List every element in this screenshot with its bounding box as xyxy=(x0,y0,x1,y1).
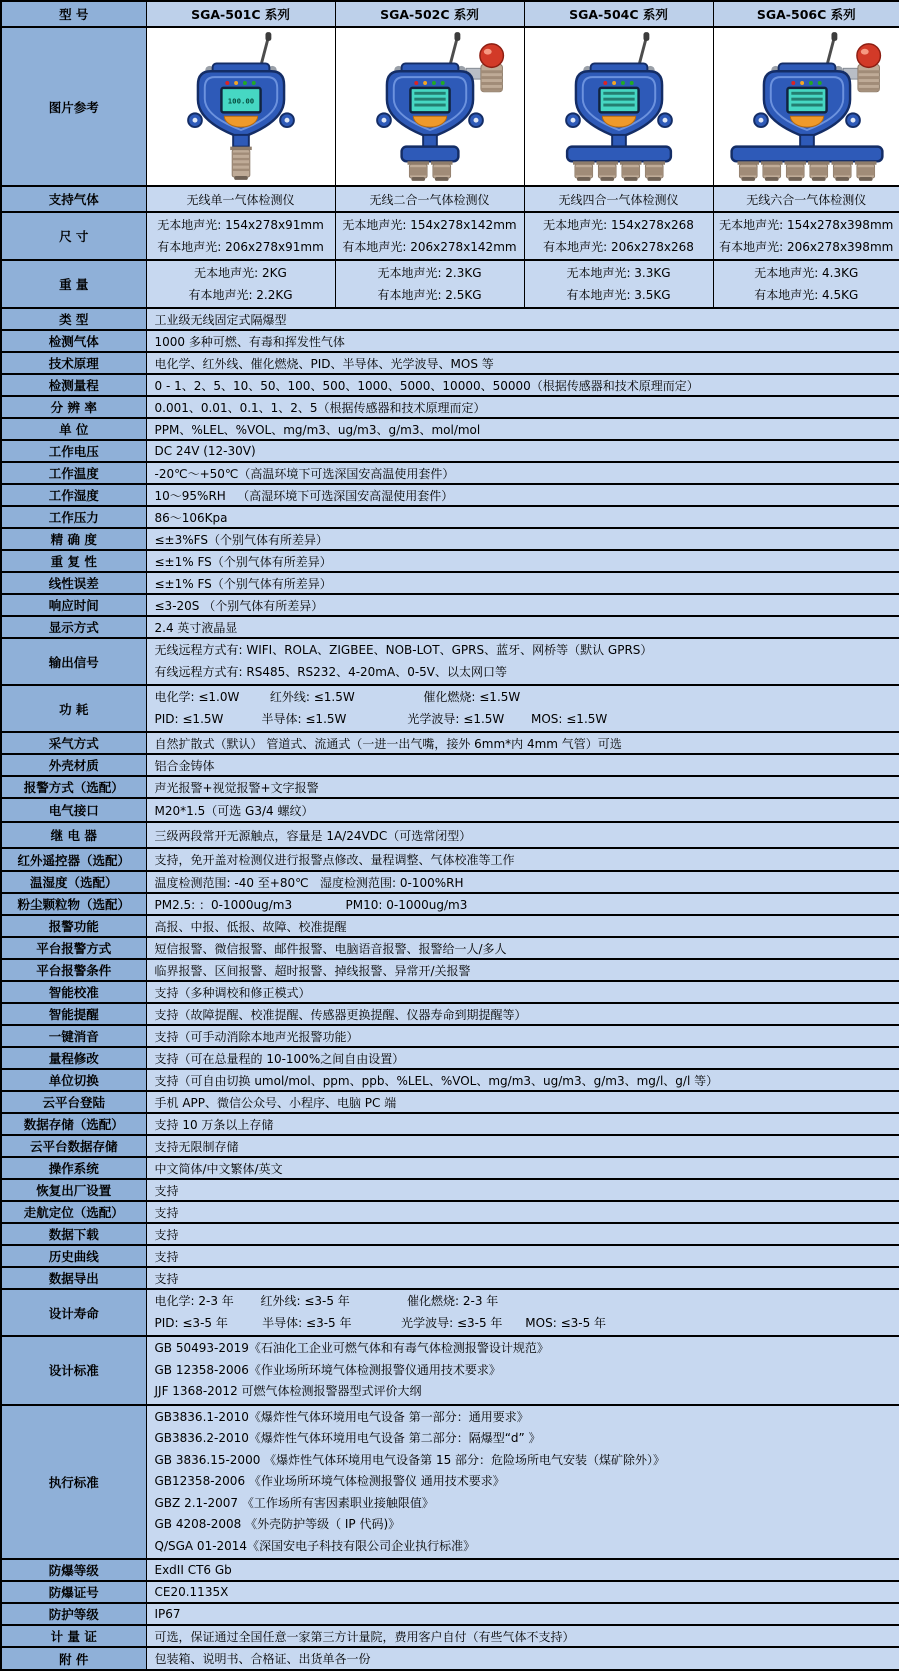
spec-value-cell: 中文简体/中文繁体/英文 xyxy=(146,1157,899,1179)
text-line: GB 12358-2006《作业场所环境气体检测报警仪通用技术要求》 xyxy=(155,1360,892,1382)
table-row xyxy=(1,1581,899,1603)
spec-row-label: 执行标准 xyxy=(1,1405,146,1560)
spec-row-label: 功 耗 xyxy=(1,685,146,732)
text-line: 有本地声光: 206x278x142mm xyxy=(340,236,520,258)
table-row xyxy=(1,594,899,616)
spec-value-cell: 临界报警、区间报警、超时报警、掉线报警、异常开/关报警 xyxy=(146,959,899,981)
spec-value-cell xyxy=(146,638,899,685)
size-row-label: 尺 寸 xyxy=(1,212,146,260)
table-row xyxy=(1,212,899,260)
table-row xyxy=(1,937,899,959)
table-row xyxy=(1,1113,899,1135)
gas-row-label: 支持气体 xyxy=(1,186,146,212)
spec-row-label: 数据下载 xyxy=(1,1223,146,1245)
gas-type-cell: 无线六合一气体检测仪 xyxy=(713,186,899,212)
spec-row-label: 智能提醒 xyxy=(1,1003,146,1025)
spec-value-cell: 1000 多种可燃、有毒和挥发性气体 xyxy=(146,330,899,352)
table-row xyxy=(1,1069,899,1091)
gas-type-cell: 无线二合一气体检测仪 xyxy=(335,186,524,212)
table-row xyxy=(1,638,899,685)
spec-value-cell: 电化学、红外线、催化燃烧、PID、半导体、光学波导、MOS 等 xyxy=(146,352,899,374)
spec-value-cell: 0 - 1、2、5、10、50、100、500、1000、5000、10000、50000（根据传感器和技术原理而定） xyxy=(146,374,899,396)
spec-value-cell: 支持 xyxy=(146,1223,899,1245)
text-line: PID: ≤1.5W 半导体: ≤1.5W 光学波导: ≤1.5W MOS: ≤1.5W xyxy=(155,709,892,731)
model-row-label: 型 号 xyxy=(1,1,146,27)
spec-row-label: 设计寿命 xyxy=(1,1289,146,1336)
table-row xyxy=(1,871,899,893)
weight-cell xyxy=(335,260,524,308)
spec-value-cell: 支持无限制存储 xyxy=(146,1135,899,1157)
text-line: GB 3836.15-2000 《爆炸性气体环境用电气设备第 15 部分：危险场所电气安装（煤矿除外）》 xyxy=(155,1450,892,1472)
table-row xyxy=(1,186,899,212)
table-row xyxy=(1,308,899,330)
svg-text:100.00: 100.00 xyxy=(227,97,253,106)
text-line: GBZ 2.1-2007 《工作场所有害因素职业接触限值》 xyxy=(155,1493,892,1515)
text-line: 无本地声光: 2.3KG xyxy=(340,262,520,284)
model-header: SGA-506C 系列 xyxy=(713,1,899,27)
spec-row-label: 工作压力 xyxy=(1,506,146,528)
spec-value-cell: 可选，保证通过全国任意一家第三方计量院，费用客户自付（有些气体不支持） xyxy=(146,1625,899,1647)
table-row xyxy=(1,1647,899,1670)
device-image-cell xyxy=(524,27,713,186)
text-line: 有本地声光: 3.5KG xyxy=(529,284,709,306)
table-row xyxy=(1,959,899,981)
spec-row-label: 重 复 性 xyxy=(1,550,146,572)
table-row xyxy=(1,1201,899,1223)
spec-value-cell: 工业级无线固定式隔爆型 xyxy=(146,308,899,330)
text-line: 无本地声光: 2KG xyxy=(151,262,331,284)
text-line: 电化学: 2-3 年 红外线: ≤3-5 年 催化燃烧: 2-3 年 xyxy=(155,1291,892,1313)
spec-row-label: 平台报警条件 xyxy=(1,959,146,981)
spec-row-label: 电气接口 xyxy=(1,798,146,822)
text-line: GB3836.1-2010《爆炸性气体环境用电气设备 第一部分：通用要求》 xyxy=(155,1407,892,1429)
table-row xyxy=(1,462,899,484)
spec-row-label: 报警功能 xyxy=(1,915,146,937)
spec-row-label: 精 确 度 xyxy=(1,528,146,550)
text-line: GB 4208-2008 《外壳防护等级（ IP 代码)》 xyxy=(155,1514,892,1536)
text-line: GB12358-2006 《作业场所环境气体检测报警仪 通用技术要求》 xyxy=(155,1471,892,1493)
weight-row-label: 重 量 xyxy=(1,260,146,308)
table-row xyxy=(1,1405,899,1560)
table-row xyxy=(1,776,899,798)
spec-row-label: 单位切换 xyxy=(1,1069,146,1091)
table-row xyxy=(1,352,899,374)
spec-row-label: 技术原理 xyxy=(1,352,146,374)
table-row xyxy=(1,754,899,776)
spec-row-label: 工作温度 xyxy=(1,462,146,484)
device-image-cell xyxy=(146,27,335,186)
spec-value-cell: 支持（多种调校和修正模式） xyxy=(146,981,899,1003)
spec-row-label: 报警方式（选配） xyxy=(1,776,146,798)
spec-row-label: 历史曲线 xyxy=(1,1245,146,1267)
table-row xyxy=(1,1,899,27)
spec-value-cell: 支持（故障提醒、校准提醒、传感器更换提醒、仪器寿命到期提醒等） xyxy=(146,1003,899,1025)
spec-value-cell xyxy=(146,1289,899,1336)
spec-row-label: 数据导出 xyxy=(1,1267,146,1289)
spec-value-cell: 支持（可在总量程的 10-100%之间自由设置） xyxy=(146,1047,899,1069)
spec-value-cell: IP67 xyxy=(146,1603,899,1625)
table-row xyxy=(1,374,899,396)
table-row xyxy=(1,484,899,506)
spec-value-cell: PPM、%LEL、%VOL、mg/m3、ug/m3、g/m3、mol/mol xyxy=(146,418,899,440)
table-row xyxy=(1,1179,899,1201)
spec-row-label: 线性误差 xyxy=(1,572,146,594)
spec-value-cell: ≤±1% FS（个别气体有所差异） xyxy=(146,550,899,572)
spec-row-label: 单 位 xyxy=(1,418,146,440)
spec-row-label: 防爆证号 xyxy=(1,1581,146,1603)
table-row xyxy=(1,260,899,308)
spec-value-cell: 支持（可自由切换 umol/mol、ppm、ppb、%LEL、%VOL、mg/m3、ug/m3、g/m3、mg/l、g/l 等） xyxy=(146,1069,899,1091)
spec-row-label: 智能校准 xyxy=(1,981,146,1003)
spec-row-label: 防护等级 xyxy=(1,1603,146,1625)
table-row xyxy=(1,330,899,352)
weight-cell xyxy=(524,260,713,308)
text-line: 有本地声光: 4.5KG xyxy=(718,284,896,306)
table-row xyxy=(1,1336,899,1405)
weight-cell xyxy=(146,260,335,308)
table-row xyxy=(1,1625,899,1647)
spec-row-label: 粉尘颗粒物（选配） xyxy=(1,893,146,915)
table-row xyxy=(1,1267,899,1289)
spec-value-cell: ≤3-20S （个别气体有所差异） xyxy=(146,594,899,616)
spec-value-cell: 手机 APP、微信公众号、小程序、电脑 PC 端 xyxy=(146,1091,899,1113)
table-row xyxy=(1,1047,899,1069)
spec-row-label: 检测量程 xyxy=(1,374,146,396)
dimension-cell xyxy=(713,212,899,260)
table-row xyxy=(1,1091,899,1113)
spec-value-cell: 包装箱、说明书、合格证、出货单各一份 xyxy=(146,1647,899,1670)
spec-value-cell: 铝合金铸体 xyxy=(146,754,899,776)
spec-row-label: 防爆等级 xyxy=(1,1559,146,1581)
spec-row-label: 响应时间 xyxy=(1,594,146,616)
spec-value-cell: M20*1.5（可选 G3/4 螺纹） xyxy=(146,798,899,822)
dimension-cell xyxy=(146,212,335,260)
spec-value-cell xyxy=(146,1336,899,1405)
spec-row-label: 操作系统 xyxy=(1,1157,146,1179)
sga-504c-device-image xyxy=(526,29,712,184)
text-line: 电化学: ≤1.0W 红外线: ≤1.5W 催化燃烧: ≤1.5W xyxy=(155,687,892,709)
text-line: Q/SGA 01-2014《深国安电子科技有限公司企业执行标准》 xyxy=(155,1536,892,1558)
table-row xyxy=(1,616,899,638)
table-row xyxy=(1,550,899,572)
sga-501c-device-image xyxy=(148,29,334,184)
spec-value-cell: DC 24V (12-30V) xyxy=(146,440,899,462)
spec-value-cell: PM2.5: ：0-1000ug/m3 PM10: 0-1000ug/m3 xyxy=(146,893,899,915)
table-row xyxy=(1,418,899,440)
model-header: SGA-501C 系列 xyxy=(146,1,335,27)
spec-value-cell: 支持，免开盖对检测仪进行报警点修改、量程调整、气体校准等工作 xyxy=(146,848,899,871)
text-line: PID: ≤3-5 年 半导体: ≤3-5 年 光学波导: ≤3-5 年 MOS: ≤3-5 年 xyxy=(155,1313,892,1335)
spec-value-cell: 0.001、0.01、0.1、1、2、5（根据传感器和技术原理而定） xyxy=(146,396,899,418)
spec-row-label: 类 型 xyxy=(1,308,146,330)
spec-value-cell: ≤±3%FS（个别气体有所差异） xyxy=(146,528,899,550)
table-row xyxy=(1,1289,899,1336)
spec-value-cell: 支持（可手动消除本地声光报警功能） xyxy=(146,1025,899,1047)
spec-row-label: 温湿度（选配） xyxy=(1,871,146,893)
spec-row-label: 一键消音 xyxy=(1,1025,146,1047)
spec-value-cell: 自然扩散式（默认） 管道式、流通式（一进一出气嘴，接外 6mm*内 4mm 气管）可选 xyxy=(146,732,899,754)
table-row xyxy=(1,27,899,186)
spec-value-cell: 温度检测范围: -40 至+80℃ 湿度检测范围: 0-100%RH xyxy=(146,871,899,893)
table-row xyxy=(1,1603,899,1625)
sga-506c-device-image xyxy=(714,29,899,184)
spec-row-label: 附 件 xyxy=(1,1647,146,1670)
text-line: 有本地声光: 206x278x268 xyxy=(529,236,709,258)
table-row xyxy=(1,1003,899,1025)
dimension-cell xyxy=(524,212,713,260)
device-image-cell xyxy=(335,27,524,186)
spec-row-label: 输出信号 xyxy=(1,638,146,685)
sga-502c-device-image xyxy=(337,29,523,184)
spec-value-cell: -20℃～+50℃（高温环境下可选深国安高温使用套件） xyxy=(146,462,899,484)
dimension-cell xyxy=(335,212,524,260)
text-line: GB 50493-2019《石油化工企业可燃气体和有毒气体检测报警设计规范》 xyxy=(155,1338,892,1360)
table-row xyxy=(1,1559,899,1581)
spec-row-label: 云平台数据存储 xyxy=(1,1135,146,1157)
spec-value-cell: 支持 xyxy=(146,1245,899,1267)
spec-value-cell: 声光报警+视觉报警+文字报警 xyxy=(146,776,899,798)
spec-row-label: 走航定位（选配） xyxy=(1,1201,146,1223)
text-line: 无本地声光: 154x278x142mm xyxy=(340,214,520,236)
spec-row-label: 计 量 证 xyxy=(1,1625,146,1647)
spec-row-label: 量程修改 xyxy=(1,1047,146,1069)
spec-value-cell: 10～95%RH （高湿环境下可选深国安高湿使用套件） xyxy=(146,484,899,506)
gas-type-cell: 无线单一气体检测仪 xyxy=(146,186,335,212)
spec-value-cell: 86～106Kpa xyxy=(146,506,899,528)
table-row xyxy=(1,1223,899,1245)
spec-value-cell: 支持 xyxy=(146,1179,899,1201)
spec-row-label: 继 电 器 xyxy=(1,822,146,848)
spec-row-label: 显示方式 xyxy=(1,616,146,638)
table-row xyxy=(1,506,899,528)
text-line: 有线远程方式有: RS485、RS232、4-20mA、0-5V、以太网口等 xyxy=(155,662,892,684)
table-row xyxy=(1,981,899,1003)
table-row xyxy=(1,440,899,462)
spec-row-label: 平台报警方式 xyxy=(1,937,146,959)
spec-value-cell: CE20.1135X xyxy=(146,1581,899,1603)
table-row xyxy=(1,798,899,822)
table-row xyxy=(1,685,899,732)
model-header: SGA-502C 系列 xyxy=(335,1,524,27)
spec-value-cell: ≤±1% FS（个别气体有所差异） xyxy=(146,572,899,594)
spec-row-label: 采气方式 xyxy=(1,732,146,754)
spec-row-label: 红外遥控器（选配） xyxy=(1,848,146,871)
text-line: 无本地声光: 3.3KG xyxy=(529,262,709,284)
text-line: GB3836.2-2010《爆炸性气体环境用电气设备 第二部分：隔爆型“d” 》 xyxy=(155,1428,892,1450)
image-row-label: 图片参考 xyxy=(1,27,146,186)
device-image-cell xyxy=(713,27,899,186)
spec-row-label: 外壳材质 xyxy=(1,754,146,776)
model-header: SGA-504C 系列 xyxy=(524,1,713,27)
text-line: 无本地声光: 4.3KG xyxy=(718,262,896,284)
text-line: 有本地声光: 2.2KG xyxy=(151,284,331,306)
table-row xyxy=(1,1025,899,1047)
table-row xyxy=(1,1157,899,1179)
text-line: JJF 1368-2012 可燃气体检测报警器型式评价大纲 xyxy=(155,1381,892,1403)
table-row xyxy=(1,848,899,871)
spec-row-label: 数据存储（选配） xyxy=(1,1113,146,1135)
table-row xyxy=(1,528,899,550)
spec-row-label: 分 辨 率 xyxy=(1,396,146,418)
text-line: 有本地声光: 206x278x398mm xyxy=(718,236,896,258)
text-line: 无本地声光: 154x278x91mm xyxy=(151,214,331,236)
spec-value-cell: 三级两段常开无源触点，容量是 1A/24VDC（可选常闭型） xyxy=(146,822,899,848)
table-row xyxy=(1,915,899,937)
text-line: 无本地声光: 154x278x268 xyxy=(529,214,709,236)
table-row xyxy=(1,822,899,848)
spec-value-cell: 高报、中报、低报、故障、校准提醒 xyxy=(146,915,899,937)
spec-row-label: 云平台登陆 xyxy=(1,1091,146,1113)
spec-value-cell: 2.4 英寸液晶显 xyxy=(146,616,899,638)
text-line: 有本地声光: 2.5KG xyxy=(340,284,520,306)
table-row xyxy=(1,732,899,754)
spec-row-label: 工作湿度 xyxy=(1,484,146,506)
table-row xyxy=(1,1245,899,1267)
table-row xyxy=(1,572,899,594)
spec-row-label: 设计标准 xyxy=(1,1336,146,1405)
text-line: 有本地声光: 206x278x91mm xyxy=(151,236,331,258)
text-line: 无线远程方式有: WIFI、ROLA、ZIGBEE、NOB-LOT、GPRS、蓝牙、网桥等（默认 GPRS） xyxy=(155,640,892,662)
spec-value-cell: 支持 xyxy=(146,1267,899,1289)
spec-value-cell: ExdII CT6 Gb xyxy=(146,1559,899,1581)
table-row xyxy=(1,396,899,418)
spec-value-cell: 短信报警、微信报警、邮件报警、电脑语音报警、报警给一人/多人 xyxy=(146,937,899,959)
text-line: 无本地声光: 154x278x398mm xyxy=(718,214,896,236)
spec-value-cell xyxy=(146,1405,899,1560)
spec-value-cell: 支持 10 万条以上存储 xyxy=(146,1113,899,1135)
weight-cell xyxy=(713,260,899,308)
spec-value-cell: 支持 xyxy=(146,1201,899,1223)
spec-value-cell xyxy=(146,685,899,732)
spec-row-label: 工作电压 xyxy=(1,440,146,462)
table-row xyxy=(1,1135,899,1157)
spec-row-label: 检测气体 xyxy=(1,330,146,352)
spec-row-label: 恢复出厂设置 xyxy=(1,1179,146,1201)
table-row xyxy=(1,893,899,915)
gas-type-cell: 无线四合一气体检测仪 xyxy=(524,186,713,212)
